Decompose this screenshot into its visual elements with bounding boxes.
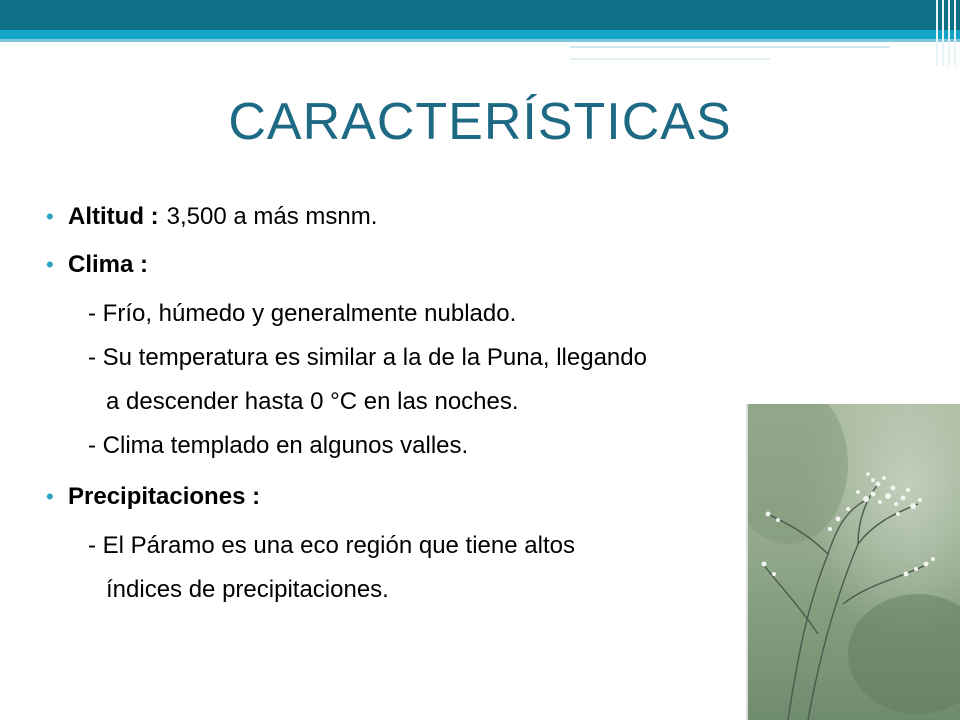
- clima-line-4: - Clima templado en algunos valles.: [88, 432, 469, 459]
- header-rule-2: [570, 58, 770, 60]
- bullet-icon: •: [46, 204, 54, 229]
- clima-line-3: a descender hasta 0 °C en las noches.: [106, 388, 519, 415]
- bullet-list: [44, 196, 884, 603]
- bullet-item-clima: [44, 244, 884, 286]
- bullet-icon: •: [46, 484, 54, 509]
- header-band-light: [0, 39, 960, 42]
- clima-line-2: - Su temperatura es similar a la de la Puna, llegando: [88, 344, 647, 371]
- item-value: 3,500 a más msnm.: [166, 203, 378, 230]
- bullet-icon: •: [46, 252, 54, 277]
- bullet-item-altitud: [44, 196, 884, 238]
- item-label: Altitud : 3,500 a más msnm.: [68, 203, 378, 230]
- clima-line-1: - Frío, húmedo y generalmente nublado.: [88, 300, 517, 327]
- header-edge-lines: [930, 0, 960, 66]
- slide-title: CARACTERÍSTICAS: [228, 93, 732, 151]
- item-label: Clima :: [68, 251, 149, 278]
- plant-photo: [746, 404, 960, 720]
- item-label: Precipitaciones :: [68, 483, 261, 510]
- header-rule-1: [570, 46, 890, 48]
- precip-line-1: - El Páramo es una eco región que tiene altos: [88, 532, 575, 559]
- precip-line-2: índices de precipitaciones.: [106, 576, 389, 603]
- header-band-mid: [0, 30, 960, 39]
- header-band-dark: [0, 0, 960, 30]
